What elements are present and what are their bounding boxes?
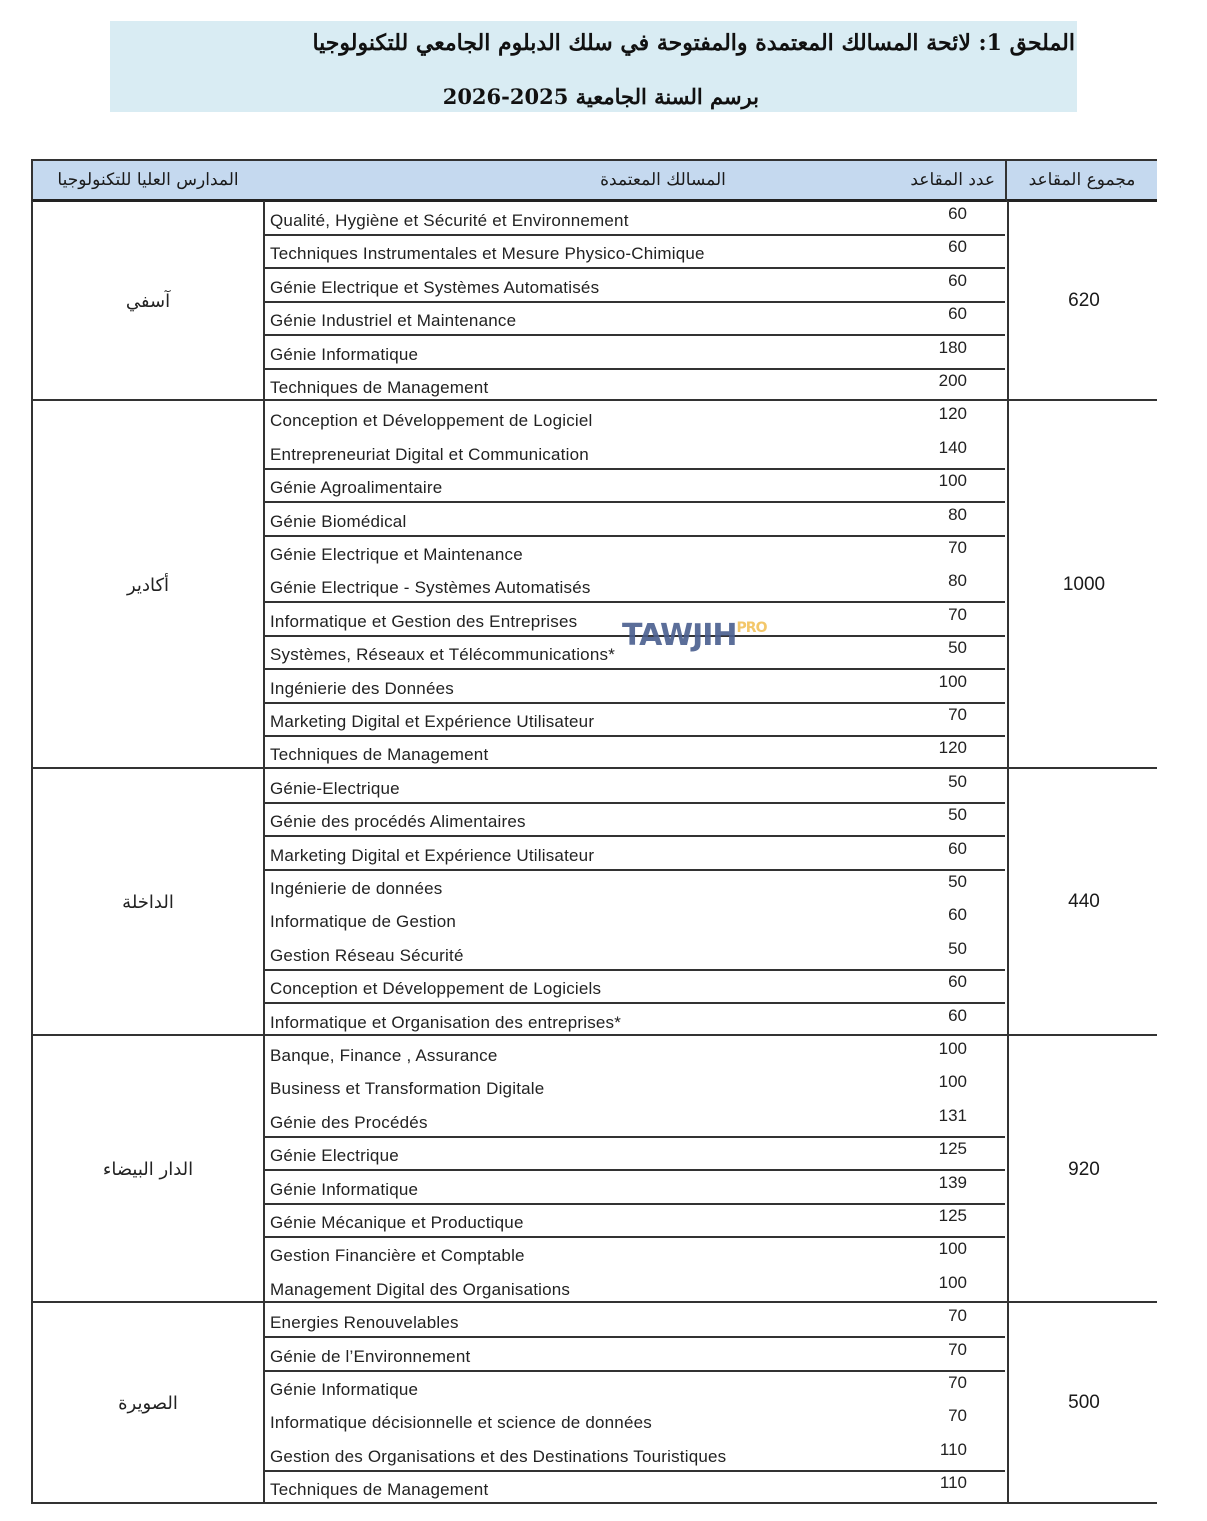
table-row (263, 201, 1005, 236)
track-name: Conception et Développement de Logiciels (270, 979, 602, 999)
school-group (31, 1303, 1157, 1503)
track-seats: 50 (948, 771, 967, 791)
track-seats: 70 (948, 1406, 967, 1426)
table-row (263, 735, 1005, 768)
school-total-seats: 500 (1007, 1303, 1159, 1503)
table-row (263, 1170, 1005, 1205)
school-group (31, 201, 1157, 401)
school-name: الصويرة (31, 1303, 265, 1503)
table-row (263, 468, 1005, 503)
track-name: Gestion Financière et Comptable (270, 1246, 525, 1266)
table-row (263, 234, 1005, 269)
table-row (263, 669, 1005, 704)
track-name: Ingénierie des Données (270, 678, 454, 698)
table-row (263, 1103, 1005, 1138)
school-name: أكادير (31, 401, 265, 768)
track-name: Ingénierie de données (270, 878, 443, 898)
track-seats: 60 (948, 838, 967, 858)
table-row (263, 1403, 1005, 1436)
header-school: المدارس العليا للتكنولوجيا (31, 159, 265, 202)
track-seats: 110 (939, 1473, 967, 1493)
table-row (263, 368, 1005, 401)
table-row (263, 1303, 1005, 1338)
track-seats: 80 (948, 504, 967, 524)
watermark-pro: PRO (736, 620, 767, 636)
group-divider (31, 1502, 1157, 1504)
school-name: الدار البيضاء (31, 1036, 265, 1303)
track-seats: 60 (948, 304, 967, 324)
document-subtitle: برسم السنة الجامعية 2025-2026 (442, 84, 759, 109)
track-seats: 60 (948, 204, 967, 223)
header-track-seats (263, 159, 1007, 202)
school-group (31, 1036, 1157, 1303)
track-name: Business et Transformation Digitale (270, 1079, 545, 1099)
track-seats: 120 (938, 404, 967, 424)
school-group (31, 769, 1157, 1036)
track-seats: 100 (938, 671, 967, 691)
watermark-logo (622, 618, 766, 653)
track-name: Systèmes, Réseaux et Télécommunications* (270, 645, 616, 665)
track-name: Génie Informatique (270, 1379, 419, 1399)
track-seats: 140 (938, 437, 967, 457)
watermark-text: TAWJIH (622, 618, 737, 653)
track-name: Informatique et Organisation des entreprises* (270, 1012, 622, 1032)
table-row (263, 301, 1005, 336)
track-seats: 100 (938, 1039, 967, 1058)
track-seats: 120 (938, 738, 967, 758)
track-seats: 131 (938, 1105, 967, 1125)
school-name: آسفي (31, 201, 265, 401)
table-row (263, 268, 1005, 303)
track-name: Techniques Instrumentales et Mesure Physico-Chimique (270, 244, 705, 264)
school-total-seats: 1000 (1007, 401, 1159, 768)
track-seats: 80 (948, 571, 967, 591)
track-seats: 100 (938, 471, 967, 491)
track-seats: 70 (948, 604, 967, 624)
track-name: Génie Industriel et Maintenance (270, 311, 517, 331)
table-row (263, 936, 1005, 971)
track-name: Génie Informatique (270, 1179, 419, 1199)
track-name: Génie Electrique et Systèmes Automatisés (270, 277, 600, 297)
table-row (263, 802, 1005, 837)
track-seats: 100 (938, 1272, 967, 1292)
table-row (263, 435, 1005, 470)
table-header (31, 159, 1157, 199)
track-name: Marketing Digital et Expérience Utilisateur (270, 711, 595, 731)
track-seats: 50 (948, 638, 967, 658)
track-name: Génie Electrique (270, 1146, 399, 1166)
table-row (263, 1036, 1005, 1069)
track-name: Entrepreneuriat Digital et Communication (270, 444, 589, 464)
table-row (263, 502, 1005, 537)
track-seats: 50 (948, 938, 967, 958)
track-seats: 100 (938, 1072, 967, 1092)
track-seats: 125 (938, 1206, 967, 1225)
header-seats: عدد المقاعد (910, 170, 995, 190)
header-track: المسالك المعتمدة (600, 170, 726, 190)
track-name: Techniques de Management (270, 1480, 489, 1500)
track-name: Informatique de Gestion (270, 912, 457, 932)
table-row (263, 836, 1005, 871)
document-title: الملحق 1: لائحة المسالك المعتمدة والمفتوحة في سلك الدبلوم الجامعي للتكنولوجيا (312, 30, 1075, 56)
track-seats: 60 (948, 905, 967, 925)
table-row (263, 902, 1005, 935)
track-name: Informatique décisionnelle et science de données (270, 1413, 652, 1433)
track-seats: 110 (939, 1439, 967, 1459)
track-name: Gestion Réseau Sécurité (270, 945, 464, 965)
track-name: Management Digital des Organisations (270, 1279, 571, 1299)
table-row (263, 1470, 1005, 1503)
table-row (263, 568, 1005, 603)
school-total-seats: 920 (1007, 1036, 1159, 1303)
table-row (263, 1069, 1005, 1102)
table-row (263, 1236, 1005, 1269)
school-group (31, 401, 1157, 768)
table-row (263, 1136, 1005, 1171)
track-seats: 70 (948, 537, 967, 557)
table-row (263, 535, 1005, 568)
table-row (263, 869, 1005, 902)
track-name: Qualité, Hygiène et Sécurité et Environnement (270, 211, 629, 230)
track-name: Banque, Finance , Assurance (270, 1046, 498, 1065)
table-row (263, 1003, 1005, 1036)
track-seats: 60 (948, 1005, 967, 1025)
track-name: Techniques de Management (270, 378, 489, 397)
table-row (263, 702, 1005, 737)
table-row (263, 1270, 1005, 1303)
track-name: Génie des procédés Alimentaires (270, 812, 526, 832)
track-seats: 139 (938, 1172, 967, 1192)
track-seats: 70 (948, 1306, 967, 1326)
track-name: Génie Agroalimentaire (270, 478, 443, 498)
track-name: Techniques de Management (270, 745, 489, 765)
track-name: Génie Informatique (270, 344, 419, 364)
track-seats: 50 (948, 805, 967, 825)
header-total: مجموع المقاعد (1007, 159, 1157, 202)
school-total-seats: 440 (1007, 769, 1159, 1036)
track-seats: 100 (938, 1239, 967, 1259)
table-row (263, 1437, 1005, 1472)
track-seats: 180 (938, 337, 967, 357)
track-seats: 70 (948, 1339, 967, 1359)
track-name: Gestion des Organisations et des Destinations Touristiques (270, 1446, 727, 1466)
track-name: Génie Biomédical (270, 511, 407, 531)
track-seats: 50 (948, 871, 967, 891)
track-seats: 200 (938, 371, 967, 390)
track-name: Génie de l’Environnement (270, 1346, 471, 1366)
track-name: Marketing Digital et Expérience Utilisateur (270, 845, 595, 865)
table-row (263, 335, 1005, 370)
table-row (263, 969, 1005, 1004)
table-row (263, 769, 1005, 804)
track-name: Génie Mécanique et Productique (270, 1213, 524, 1232)
track-seats: 70 (948, 704, 967, 724)
track-name: Génie-Electrique (270, 778, 400, 798)
table-row (263, 1203, 1005, 1238)
track-seats: 60 (948, 237, 967, 257)
track-seats: 70 (948, 1372, 967, 1392)
table-row (263, 1337, 1005, 1372)
track-seats: 125 (938, 1139, 967, 1159)
track-seats: 60 (948, 972, 967, 992)
track-name: Energies Renouvelables (270, 1313, 459, 1333)
track-name: Génie Electrique - Systèmes Automatisés (270, 578, 591, 598)
track-name: Informatique et Gestion des Entreprises (270, 611, 578, 631)
track-name: Génie des Procédés (270, 1112, 428, 1132)
track-name: Conception et Développement de Logiciel (270, 411, 593, 431)
school-name: الداخلة (31, 769, 265, 1036)
track-name: Génie Electrique et Maintenance (270, 544, 523, 564)
table-row (263, 1370, 1005, 1403)
school-total-seats: 620 (1007, 201, 1159, 401)
track-seats: 60 (948, 270, 967, 290)
table-row (263, 401, 1005, 434)
